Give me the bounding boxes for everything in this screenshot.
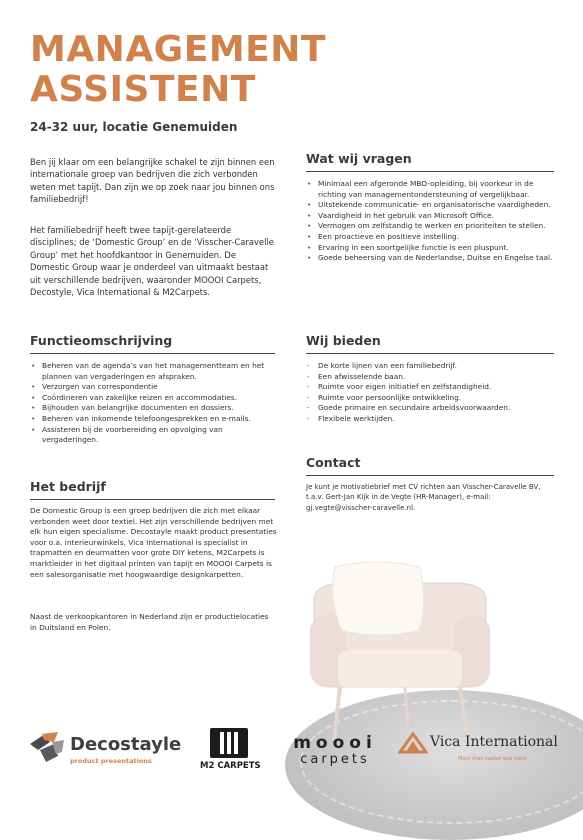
bedrijf-divider <box>30 499 275 500</box>
list-item: • Vermogen om zelfstandig te werken en prioriteiten te stellen. <box>306 221 554 232</box>
intro-paragraph-1: Ben jij klaar om een belangrijke schakel te zijn binnen een internationale groep van bedrijven die zich verbonden weten met tapijt. Dan zijn we op zoek naar jou binnen ons familiebedrijf! <box>30 157 275 205</box>
m2-wordmark: M2 CARPETS <box>200 761 261 771</box>
list-item: - Ruimte voor persoonlijke ontwikkeling. <box>306 393 554 404</box>
vica-international-logo <box>398 732 558 772</box>
vragen-heading: Wat wij vragen <box>306 151 412 166</box>
contact-divider <box>306 475 554 476</box>
vragen-divider <box>306 171 554 172</box>
vica-tagline: More than carpet and more <box>458 756 527 762</box>
list-item: • Uitstekende communicatie- en organisatorische vaardigheden. <box>306 200 554 211</box>
title-line-2: ASSISTENT <box>30 69 256 110</box>
page-subtitle: 24-32 uur, locatie Genemuiden <box>30 120 238 134</box>
vragen-list <box>306 179 554 264</box>
list-item: - De korte lijnen van een familiebedrijf. <box>306 361 554 372</box>
list-item: • Assisteren bij de voorbereiding en opvolging van vergaderingen. <box>30 425 275 446</box>
bieden-divider <box>306 353 554 354</box>
moooi-wordmark: moooi <box>293 733 377 753</box>
list-item: - Goede primaire en secundaire arbeidsvoorwaarden. <box>306 403 554 414</box>
vica-wordmark: Vica International <box>430 734 558 750</box>
vica-mark-icon <box>398 732 428 758</box>
moooi-subword: carpets <box>300 752 370 767</box>
list-item: • Bijhouden van belangrijke documenten en dossiers. <box>30 403 275 414</box>
decostayle-tagline: product presentations <box>70 757 152 765</box>
contact-text: Je kunt je motivatiebrief met CV richten aan Visscher-Caravelle BV, t.a.v. Gert-Jan Kijk in de Vegte (HR-Manager), e-mail: gj.vegte@visscher-caravelle.nl. <box>306 483 541 512</box>
list-item: - Ruimte voor eigen initiatief en zelfstandigheid. <box>306 382 554 393</box>
list-item: • Goede beheersing van de Nederlandse, Duitse en Engelse taal. <box>306 253 554 264</box>
page-title <box>30 30 410 110</box>
decostayle-mark-icon <box>28 730 66 766</box>
list-item: • Coördineren van zakelijke reizen en accommodaties. <box>30 393 275 404</box>
bedrijf-paragraph-2: Naast de verkoopkantoren in Nederland zijn er productielocaties in Duitsland en Polen. <box>30 612 269 632</box>
bedrijf-paragraph-1: De Domestic Group is een groep bedrijven die zich met elkaar verbonden weet door textiel. Het zijn verschillende bedrijven met elk hun eigen specialisme. Decostayle maakt product presentaties voor o.a. interieurwinkels, Vica International is specialist in trapmatten en deurmatten voor grote DIY ketens, M2Carpets is marktleider in het digitaal printen van tapijt en MOOOI Carpets is een salesorganisatie met hoogwaardige designkarpetten. <box>30 506 277 579</box>
functie-list <box>30 361 275 446</box>
list-item: • Beheren van inkomende telefoongesprekken en e-mails. <box>30 414 275 425</box>
m2-carpets-logo <box>196 728 266 773</box>
list-item: • Vaardigheid in het gebruik van Microsoft Office. <box>306 211 554 222</box>
bieden-list <box>306 361 554 425</box>
decostayle-wordmark: Decostayle <box>70 734 182 755</box>
list-item: • Ervaring in een soortgelijke functie is een pluspunt. <box>306 243 554 254</box>
list-item: • Verzorgen van correspondentie <box>30 382 275 393</box>
bieden-heading: Wij bieden <box>306 333 381 348</box>
decostayle-logo <box>28 730 183 770</box>
list-item: - Flexibele werktijden. <box>306 414 554 425</box>
list-item: - Een afwisselende baan. <box>306 372 554 383</box>
functie-divider <box>30 353 275 354</box>
bedrijf-heading: Het bedrijf <box>30 479 106 494</box>
functie-heading: Functieomschrijving <box>30 333 173 348</box>
list-item: • Minimaal een afgeronde MBO-opleiding, bij voorkeur in de richting van managementondersteuning of vergelijkbaar. <box>306 179 554 200</box>
armchair-image <box>300 555 500 745</box>
intro-paragraph-2: Het familiebedrijf heeft twee tapijt-gerelateerde disciplines; de ‘Domestic Group’ en de ‘Visscher-Caravelle Group’ met het hoofdkantoor in Genemuiden. De Domestic Group waar je onderdeel van uitmaakt bestaat uit verschillende bedrijven, waaronder MOOOI Carpets, Decostyle, Vica International & M2Carpets. <box>30 225 274 298</box>
list-item: • Een proactieve en positieve instelling. <box>306 232 554 243</box>
list-item: • Beheren van de agenda’s van het managementteam en het plannen van vergaderingen en afspraken. <box>30 361 275 382</box>
m2-mark-icon <box>210 728 248 758</box>
title-line-1: MANAGEMENT <box>30 29 326 70</box>
moooi-carpets-logo <box>290 734 380 774</box>
contact-heading: Contact <box>306 455 361 470</box>
